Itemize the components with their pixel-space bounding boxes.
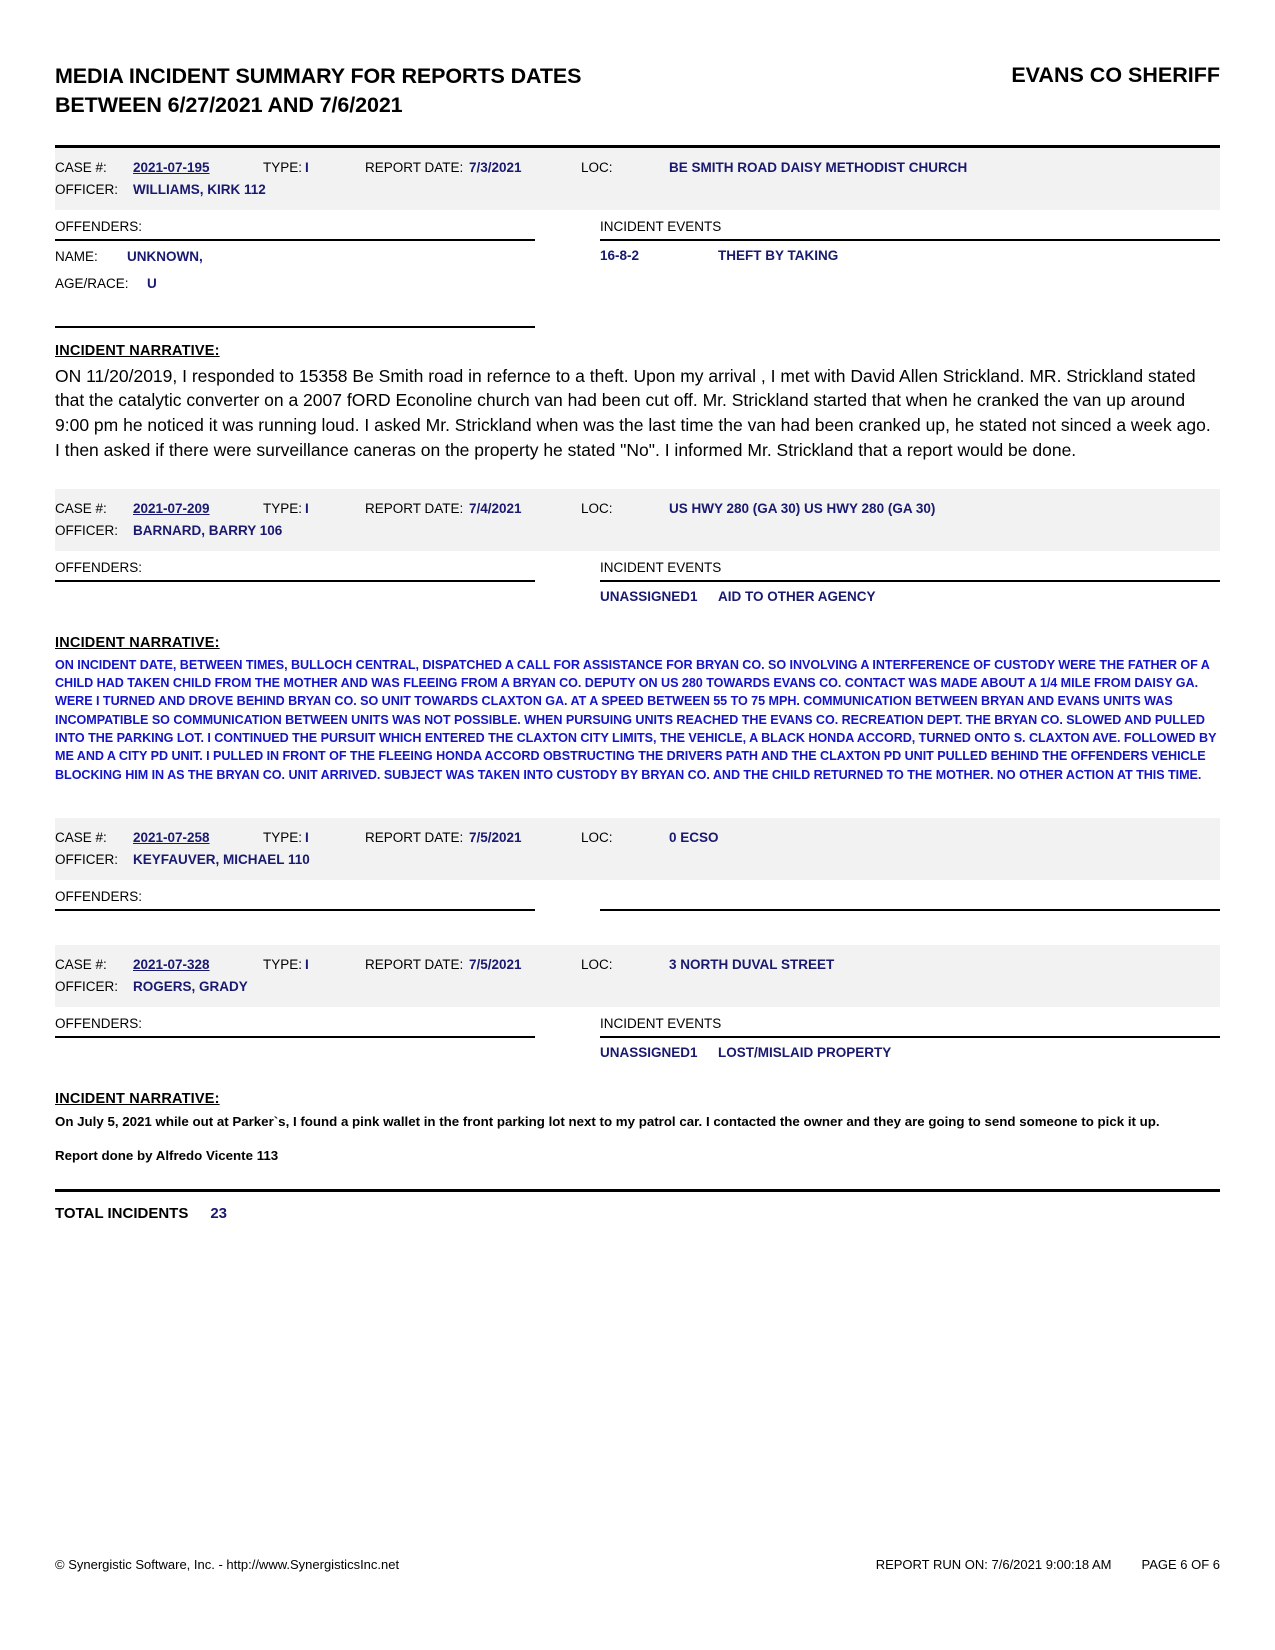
location-value: BE SMITH ROAD DAISY METHODIST CHURCH [669,160,968,176]
narrative-section [55,342,1220,463]
offenders-divider [55,1036,535,1038]
case-number-link[interactable]: 2021-07-258 [133,830,210,846]
type-label: TYPE: [263,830,303,846]
case-officer-row [55,976,1220,998]
offenders-column [55,1014,600,1064]
case-number-link[interactable]: 2021-07-328 [133,957,210,973]
narrative-section [55,634,1220,785]
incident-event-description: LOST/MISLAID PROPERTY [718,1045,892,1061]
case-header-band [55,148,1220,210]
location-value: US HWY 280 (GA 30) US HWY 280 (GA 30) [669,500,936,516]
offenders-events-section [55,880,1220,911]
location-label: LOC: [581,957,613,973]
officer-value: KEYFAUVER, MICHAEL 110 [133,852,310,868]
case-officer-row [55,520,1220,542]
offender-age-race-row [55,268,600,295]
incident-event-description: AID TO OTHER AGENCY [718,588,876,604]
spacer [55,463,1220,489]
spacer [127,272,147,295]
case-officer-row [55,179,1220,201]
offender-name-value: UNKNOWN, [127,249,203,265]
report-date-label: REPORT DATE: [365,500,464,516]
incident-event-code: 16-8-2 [600,248,640,264]
incident-events-column [600,217,1220,328]
offenders-events-section [55,551,1220,608]
footer-run-on: REPORT RUN ON: 7/6/2021 9:00:18 AM [875,1557,1112,1572]
officer-value: WILLIAMS, KIRK 112 [133,182,266,198]
page-title-line1: MEDIA INCIDENT SUMMARY FOR REPORTS DATES [55,64,582,88]
report-date-value: 7/5/2021 [469,830,522,846]
incident-event-code: UNASSIGNED1 [600,1045,698,1061]
page-title [55,62,581,119]
narrative-heading: INCIDENT NARRATIVE: [55,342,220,359]
offender-age-race-label: AGE/RACE: [55,276,129,292]
type-label: TYPE: [263,160,303,176]
narrative-text: On July 5, 2021 while out at Parker`s, I found a pink wallet in the front parking lot next to my patrol car. I contacted the owner and they are going to send someone to pick it up. [55,1113,1160,1129]
case-header-band [55,489,1220,551]
case-block [55,945,1220,1163]
incident-events-placeholder [600,887,1220,909]
narrative-heading: INCIDENT NARRATIVE: [55,1090,220,1107]
report-date-label: REPORT DATE: [365,957,464,973]
case-summary-row [55,827,1220,849]
location-value: 3 NORTH DUVAL STREET [669,957,835,973]
report-date-value: 7/3/2021 [469,160,522,176]
spacer [55,911,1220,945]
document-header [55,0,1220,119]
total-incidents-label: TOTAL INCIDENTS [55,1204,189,1222]
incident-events-label: INCIDENT EVENTS [600,218,722,234]
offenders-bottom-divider [55,326,535,328]
offenders-divider [55,909,535,911]
type-value: I [305,500,309,516]
incident-events-column [600,558,1220,608]
case-block [55,489,1220,784]
case-number-link[interactable]: 2021-07-195 [133,160,210,176]
offenders-label: OFFENDERS: [55,218,143,234]
narrative-section [55,1090,1220,1163]
case-header-band [55,945,1220,1007]
narrative-signoff: Report done by Alfredo Vicente 113 [55,1147,279,1163]
case-officer-row [55,849,1220,871]
offenders-label: OFFENDERS: [55,888,143,904]
offenders-divider [55,580,535,582]
case-block [55,818,1220,911]
case-number-link[interactable]: 2021-07-209 [133,500,210,516]
location-label: LOC: [581,830,613,846]
incident-events-column [600,887,1220,911]
officer-value: ROGERS, GRADY [133,978,248,994]
spacer [55,1064,1220,1090]
incident-event-row [600,241,1220,267]
incident-events-divider [600,909,1220,911]
incident-events-column [600,1014,1220,1064]
type-value: I [305,957,309,973]
case-summary-row [55,954,1220,976]
incident-event-code: UNASSIGNED1 [600,588,698,604]
spacer [55,784,1220,818]
narrative-heading: INCIDENT NARRATIVE: [55,634,220,651]
case-number-label: CASE #: [55,957,107,973]
offenders-label: OFFENDERS: [55,559,143,575]
total-incidents-value: 23 [210,1204,228,1222]
offender-name-row [55,241,600,268]
type-label: TYPE: [263,957,303,973]
case-summary-row [55,157,1220,179]
type-value: I [305,830,309,846]
case-summary-row [55,498,1220,520]
officer-label: OFFICER: [55,522,118,538]
officer-label: OFFICER: [55,978,118,994]
report-date-label: REPORT DATE: [365,160,464,176]
agency-name: EVANS CO SHERIFF [1011,63,1220,87]
narrative-text: ON 11/20/2019, I responded to 15358 Be Smith road in refernce to a theft. Upon my arrival , I met with David Allen Strickland. MR. Strickland stated that the catalytic converter on a 2007 fORD Econoline church van had been cut off. Mr. Strickland started that when he cranked the van up around 9:00 pm he noticed it was running loud. I asked Mr. Strickland when was the last time the van had been cranked up, he stated not sinced a week ago. I then asked if there were surveillance caneras on the property he stated "No". I informed Mr. Strickland that a report would be done. [55,365,1211,461]
case-block [55,148,1220,463]
incident-event-description: THEFT BY TAKING [718,248,839,264]
offenders-label: OFFENDERS: [55,1015,143,1031]
type-label: TYPE: [263,500,303,516]
report-date-value: 7/4/2021 [469,500,522,516]
offenders-column [55,217,600,328]
officer-value: BARNARD, BARRY 106 [133,522,283,538]
officer-label: OFFICER: [55,852,118,868]
offender-age-race-value: U [147,276,157,292]
spacer [55,608,1220,634]
location-label: LOC: [581,500,613,516]
total-incidents-row [55,1192,1220,1222]
offenders-column [55,887,600,911]
case-number-label: CASE #: [55,500,107,516]
report-date-label: REPORT DATE: [365,830,464,846]
report-date-value: 7/5/2021 [469,957,522,973]
location-label: LOC: [581,160,613,176]
footer-right-group [876,1557,1220,1572]
type-value: I [305,160,309,176]
offenders-events-section [55,1007,1220,1064]
case-number-label: CASE #: [55,830,107,846]
incident-event-row [600,582,1220,608]
offenders-column [55,558,600,608]
offender-name-label: NAME: [55,249,98,265]
location-value: 0 ECSO [669,830,719,846]
case-header-band [55,818,1220,880]
spacer [55,328,1220,342]
incident-events-label: INCIDENT EVENTS [600,559,722,575]
case-number-label: CASE #: [55,160,107,176]
offenders-events-section [55,210,1220,328]
officer-label: OFFICER: [55,182,118,198]
narrative-text: ON INCIDENT DATE, BETWEEN TIMES, BULLOCH CENTRAL, DISPATCHED A CALL FOR ASSISTANCE FOR BRYAN CO. SO INVOLVING A INTERFERENCE OF CUSTODY WERE THE FATHER OF A CHILD HAD TAKEN CHILD FROM THE MOTHER AND WAS FLEEING FROM A BRYAN CO. DEPUTY ON US 280 TOWARDS EVANS CO. CONTACT WAS MADE ABOUT A 1/4 MILE FROM DAISY GA. WERE I TURNED AND DROVE BEHIND BRYAN CO. SO UNIT TOWARDS CLAXTON GA. AT A SPEED BETWEEN 55 TO 75 MPH. COMMUNICATION BETWEEN BRYAN AND EVANS UNITS WAS INCOMPATIBLE SO COMMUNICATION BETWEEN UNITS WAS NOT POSSIBLE. WHEN PURSUING UNITS REACHED THE EVANS CO. RECREATION DEPT. THE BRYAN CO. SLOWED AND PULLED INTO THE PARKING LOT. I CONTINUED THE PURSUIT WHICH ENTERED THE CLAXTON CITY LIMITS, THE VEHICLE, A BLACK HONDA ACCORD, TURNED ONTO S. CLAXTON AVE. FOLLOWED BY ME AND A CITY PD UNIT. I PULLED IN FRONT OF THE FLEEING HONDA ACCORD OBSTRUCTING THE DRIVERS PATH AND THE CLAXTON PD UNIT PULLED BEHIND THE OFFENDERS VEHICLE BLOCKING HIM IN AS THE BRYAN CO. UNIT ARRIVED. SUBJECT WAS TAKEN INTO CUSTODY BY BRYAN CO. AND THE CHILD RETURNED TO THE MOTHER. NO OTHER ACTION AT THIS TIME. [55,657,1217,782]
page-title-line2: BETWEEN 6/27/2021 AND 7/6/2021 [55,92,403,117]
incident-event-row [600,1038,1220,1064]
footer-copyright: © Synergistic Software, Inc. - http://www.SynergisticsInc.net [55,1557,400,1572]
footer-page-number: PAGE 6 OF 6 [1141,1557,1220,1572]
incident-events-label: INCIDENT EVENTS [600,1015,722,1031]
page-footer [55,1557,1220,1572]
